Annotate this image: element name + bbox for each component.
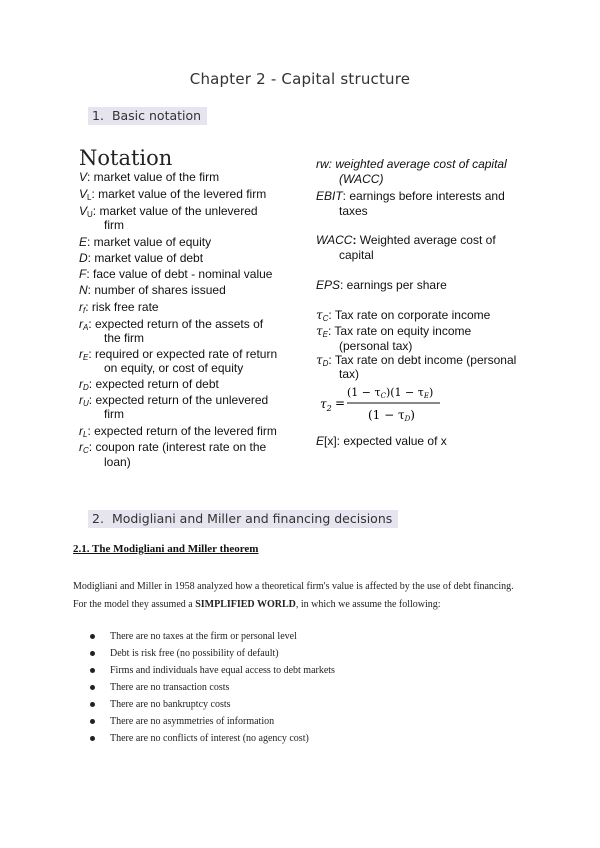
list-item: Debt is risk free (no possibility of default) [73,645,473,662]
section-heading-modigliani-miller [88,510,398,528]
section-number: 1. [92,108,104,123]
def-rU: $r_U$: expected return of the unlevered [79,393,269,408]
bullet-dot-icon [90,736,95,741]
def-rE: $r_E$: required or expected rate of return [79,347,278,362]
def-rU-cont: firm [104,407,124,421]
bullet-dot-icon [90,702,95,707]
formula-denominator: (1 − τD) [368,408,415,423]
def-E: E: market value of equity [79,235,212,249]
def-Ex: E[x]: expected value of x [316,434,447,448]
def-EBIT-cont: taxes [339,204,368,218]
paragraph-assumptions: For the model they assumed a SIMPLIFIED WORLD, in which we assume the following: [73,599,441,610]
notation-slide-title: Notation [79,146,173,170]
bullet-dot-icon [90,719,95,724]
list-item: There are no conflicts of interest (no agency cost) [73,730,473,747]
def-rD: $r_D$: expected return of debt [79,377,219,392]
tax-rate-formula [318,383,448,427]
def-rL: $r_L$: expected return of the levered firm [79,424,277,439]
def-N: N: number of shares issued [79,283,226,297]
def-rA: $r_A$: expected return of the assets of [79,317,264,332]
def-WACC: WACC: Weighted average cost of [316,233,496,247]
def-VU-cont: firm [104,218,124,232]
section-number: 2. [92,511,104,526]
def-WACC-cont: capital [339,248,374,262]
list-item: There are no taxes at the firm or personal level [73,628,473,645]
def-tauC: $\tau_C$: Tax rate on corporate income [316,308,491,323]
def-rw-cont: (WACC) [339,172,384,186]
def-rw: rw: weighted average cost of capital [316,157,507,171]
def-D: D: market value of debt [79,251,204,265]
def-VU: $V_U$: market value of the unlevered [79,204,258,219]
formula-numerator: (1 − τC)(1 − τE) [347,386,434,400]
def-tauD: $\tau_D$: Tax rate on debt income (personal [316,353,517,368]
def-F: F: face value of debt - nominal value [79,267,273,281]
section-title: Basic notation [111,108,202,123]
list-item: There are no transaction costs [73,679,473,696]
def-rf: $r_f$: risk free rate [79,300,159,315]
formula-lhs: $\tau_2$ [320,397,332,413]
def-rA-cont: the firm [104,331,145,345]
def-EBIT: EBIT: earnings before interests and [316,189,505,203]
section-heading-basic-notation [88,107,207,125]
subsection-heading: 2.1. The Modigliani and Miller theorem [73,543,259,555]
formula-equals: = [335,396,346,410]
page-title: Chapter 2 - Capital structure [189,70,411,88]
list-item: Firms and individuals have equal access to debt markets [73,662,473,679]
def-rE-cont: on equity, or cost of equity [104,361,244,375]
def-tauE: $\tau_E$: Tax rate on equity income [316,324,472,339]
def-rC-cont: loan) [104,455,131,469]
bullet-dot-icon [90,685,95,690]
bullet-dot-icon [90,651,95,656]
list-item: There are no bankruptcy costs [73,696,473,713]
def-tauE-cont: (personal tax) [339,339,413,353]
bullet-dot-icon [90,668,95,673]
paragraph-intro: Modigliani and Miller in 1958 analyzed how a theoretical firm's value is affected by the use of debt financing. [73,581,514,592]
section-title: Modigliani and Miller and financing decisions [111,511,393,526]
def-rC: $r_C$: coupon rate (interest rate on the [79,440,267,455]
def-EPS: EPS: earnings per share [316,278,447,292]
assumptions-list [73,628,473,747]
def-tauD-cont: tax) [339,367,360,381]
def-VL: $V_L$: market value of the levered firm [79,187,267,202]
bullet-dot-icon [90,634,95,639]
list-item: There are no asymmetries of information [73,713,473,730]
def-V: V: market value of the firm [79,170,220,184]
